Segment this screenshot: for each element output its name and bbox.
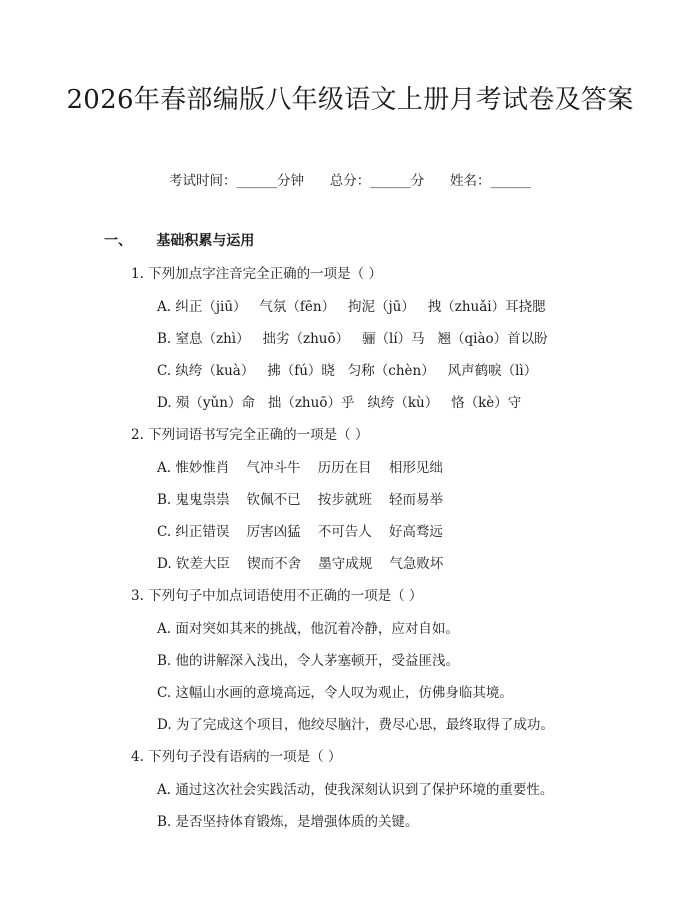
section-heading (104, 230, 254, 250)
question-1-option-c: C. 纨绔（kuà） 拂（fú）晓 匀称（chèn） 风声鹤唳（lì） (157, 363, 538, 379)
question-1-option-b: B. 窒息（zhì） 拙劣（zhuō） 骊（lí）马 翘（qiào）首以盼 (157, 331, 548, 347)
question-2-option-d: D. 钦差大臣 锲而不舍 墨守成规 气急败坏 (157, 556, 444, 572)
question-1: 1. 下列加点字注音完全正确的一项是（ ） (131, 266, 382, 282)
question-4-option-b: B. 是否坚持体育锻炼，是增强体质的关键。 (157, 814, 419, 830)
question-2: 2. 下列词语书写完全正确的一项是（ ） (131, 427, 369, 443)
section-number: 一、 (104, 233, 132, 249)
question-1-option-a: A. 纠正（jiū） 气氛（fēn） 拘泥（jū） 拽（zhuǎi）耳挠腮 (157, 299, 546, 315)
question-2-option-b: B. 鬼鬼祟祟 钦佩不已 按步就班 轻而易举 (157, 492, 443, 508)
question-3-option-d: D. 为了完成这个项目，他绞尽脑汁，费尽心思，最终取得了成功。 (157, 717, 554, 733)
question-3-option-c: C. 这幅山水画的意境高远，令人叹为观止，仿佛身临其境。 (157, 685, 513, 701)
exam-info-line: 考试时间：______分钟 总分：______分 姓名：______ (169, 173, 531, 189)
question-3-option-a: A. 面对突如其来的挑战，他沉着冷静，应对自如。 (157, 621, 459, 637)
question-4: 4. 下列句子没有语病的一项是（ ） (131, 749, 342, 765)
page-title: 2026年春部编版八年级语文上册月考试卷及答案 (66, 85, 634, 115)
question-1-option-d: D. 殒（yǔn）命 拙（zhuō）乎 纨绔（kù） 恪（kè）守 (157, 395, 522, 411)
question-2-option-a: A. 惟妙惟肖 气冲斗牛 历历在目 相形见绌 (157, 460, 443, 476)
section-title: 基础积累与运用 (156, 233, 255, 249)
question-3-option-b: B. 他的讲解深入浅出，令人茅塞顿开，受益匪浅。 (157, 653, 460, 669)
question-2-option-c: C. 纠正错误 厉害凶猛 不可告人 好高骛远 (157, 524, 443, 540)
question-3: 3. 下列句子中加点词语使用不正确的一项是（ ） (131, 588, 423, 604)
question-4-option-a: A. 通过这次社会实践活动，使我深刻认识到了保护环境的重要性。 (157, 782, 554, 798)
